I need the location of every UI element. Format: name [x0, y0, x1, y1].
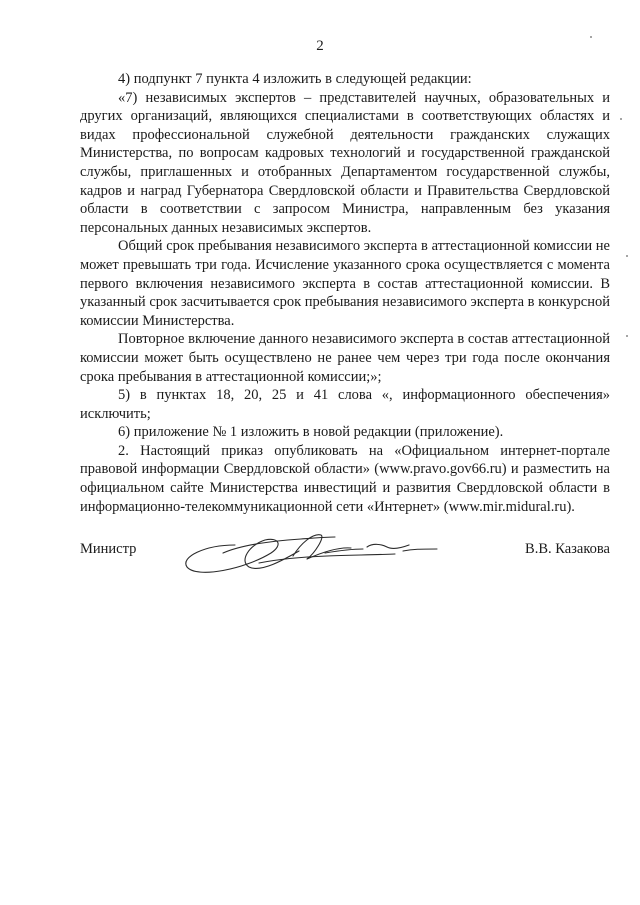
- signatory-title: Министр: [80, 541, 137, 557]
- paragraph-term-limit: Общий срок пребывания независимого эксперта в аттестационной комиссии не может превышать три года. Исчисление указанного срока осуществляется с момента первого включения независимого эксперта в состав аттестационной комиссии. В указанный срок засчитывается срок пребывания независимого эксперта в конкурсной комиссии Министерства.: [80, 238, 610, 329]
- scan-speck: [626, 335, 628, 337]
- document-body: [80, 70, 610, 516]
- signatory-name: В.В. Казакова: [525, 541, 610, 557]
- paragraph-item-4: 4) подпункт 7 пункта 4 изложить в следующей редакции:: [118, 71, 472, 87]
- page-number: 2: [316, 38, 324, 54]
- scan-speck: [626, 255, 628, 257]
- paragraph-reinclusion: Повторное включение данного независимого эксперта в состав аттестационной комиссии может быть осуществлено не ранее чем через три года после окончания срока пребывания в аттестационной комиссии;»;: [80, 331, 610, 385]
- paragraph-publication: 2. Настоящий приказ опубликовать на «Официальном интернет-портале правовой информации Свердловской области» (www.pravo.gov66.ru) и разместить на официальном сайте Министерства инвестиций и развития Свердловской области в информационно-телекоммуникационной сети «Интернет» (www.mir.midural.ru).: [80, 442, 610, 515]
- scan-speck: [590, 36, 592, 38]
- paragraph-independent-experts: «7) независимых экспертов – представителей научных, образовательных и других организаций, являющихся специалистами в соответствующих областях и видах профессиональной служебной деятельности гражданских служащих Министерства, по вопросам кадровых технологий и государственной гражданской службы, приглашенных и отобранных Департаментом государственной службы, кадров и наград Губернатора Свердловской области и Правительства Свердловской области в соответствии с запросом Министра, направленным без указания персональных данных независимых экспертов.: [80, 89, 610, 236]
- handwritten-signature: [175, 523, 465, 583]
- signature-block: [80, 523, 610, 583]
- paragraph-item-6: 6) приложение № 1 изложить в новой редакции (приложение).: [118, 424, 504, 441]
- scan-speck: [620, 118, 622, 120]
- paragraph-item-5: 5) в пунктах 18, 20, 25 и 41 слова «, информационного обеспечения» исключить;: [80, 387, 610, 422]
